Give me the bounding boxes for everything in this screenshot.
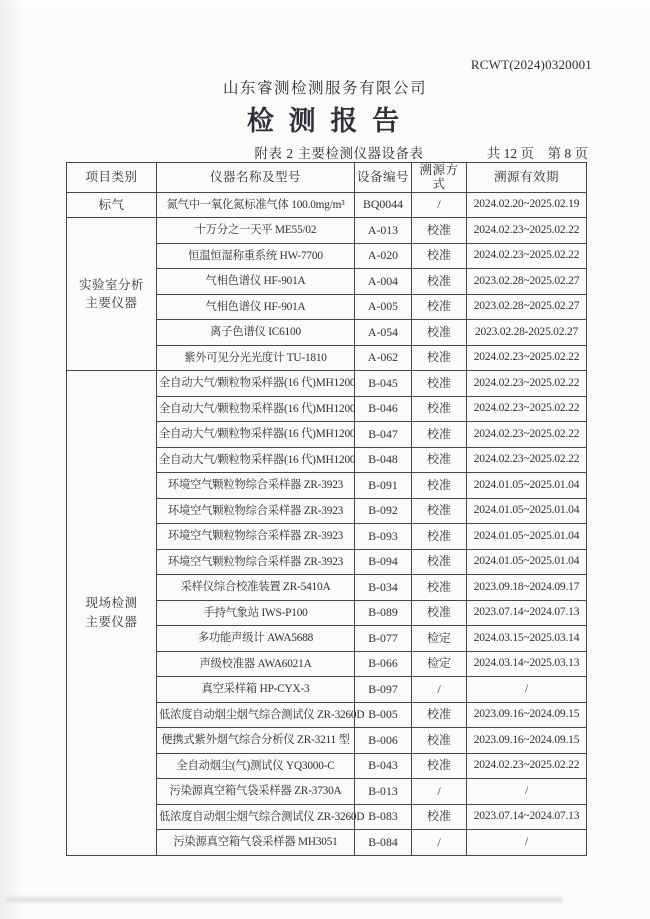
traceability-validity-cell: 2023.02.28~2025.02.27 <box>467 269 587 295</box>
equipment-code-cell: A-013 <box>355 218 412 244</box>
instrument-name-cell: 污染源真空箱气袋采样器 ZR-3730A <box>157 779 355 805</box>
traceability-method-cell: 校准 <box>412 243 467 269</box>
traceability-method-cell: 校准 <box>412 269 467 295</box>
traceability-validity-cell: 2024.02.23~2025.02.22 <box>467 447 587 473</box>
equipment-table <box>66 162 587 856</box>
traceability-method-cell: 校准 <box>412 728 467 754</box>
traceability-method-cell: / <box>412 830 467 856</box>
instrument-name-cell: 环境空气颗粒物综合采样器 ZR-3923 <box>157 524 355 550</box>
traceability-validity-cell: 2023.07.14~2024.07.13 <box>467 804 587 830</box>
subtitle-row <box>0 142 650 160</box>
instrument-name-cell: 气相色谱仪 HF-901A <box>157 294 355 320</box>
equipment-code-cell: B-089 <box>355 600 412 626</box>
traceability-validity-cell: 2024.03.14~2025.03.13 <box>467 651 587 677</box>
scan-edge-bottom <box>6 895 562 904</box>
traceability-validity-cell: 2024.01.05~2025.01.04 <box>467 549 587 575</box>
table-row <box>67 218 587 244</box>
traceability-method-cell: 校准 <box>412 320 467 346</box>
scan-edge-top <box>0 0 650 14</box>
traceability-validity-cell: 2024.02.23~2025.02.22 <box>467 753 587 779</box>
traceability-validity-cell: / <box>467 830 587 856</box>
traceability-method-cell: / <box>412 779 467 805</box>
traceability-validity-cell: 2024.02.23~2025.02.22 <box>467 218 587 244</box>
instrument-name-cell: 全自动大气/颗粒物采样器(16 代)MH1200 <box>157 396 355 422</box>
traceability-method-cell: 校准 <box>412 473 467 499</box>
category-line: 主要仪器 <box>85 615 138 629</box>
traceability-validity-cell: 2024.01.05~2025.01.04 <box>467 473 587 499</box>
header-category: 项目类别 <box>67 163 157 193</box>
traceability-validity-cell: 2023.09.16~2024.09.15 <box>467 728 587 754</box>
traceability-validity-cell: 2023.09.18~2024.09.17 <box>467 575 587 601</box>
equipment-code-cell: B-034 <box>355 575 412 601</box>
equipment-code-cell: B-005 <box>355 702 412 728</box>
instrument-name-cell: 多功能声级计 AWA5688 <box>157 626 355 652</box>
traceability-method-cell: 校准 <box>412 447 467 473</box>
instrument-name-cell: 环境空气颗粒物综合采样器 ZR-3923 <box>157 498 355 524</box>
equipment-code-cell: A-004 <box>355 269 412 295</box>
traceability-method-cell: 校准 <box>412 804 467 830</box>
traceability-validity-cell: 2024.02.23~2025.02.22 <box>467 422 587 448</box>
equipment-code-cell: B-091 <box>355 473 412 499</box>
instrument-name-cell: 环境空气颗粒物综合采样器 ZR-3923 <box>157 549 355 575</box>
traceability-method-cell: / <box>412 192 467 218</box>
equipment-code-cell: B-048 <box>355 447 412 473</box>
table-row <box>67 192 587 218</box>
equipment-code-cell: B-066 <box>355 651 412 677</box>
instrument-name-cell: 全自动烟尘(气)测试仪 YQ3000-C <box>157 753 355 779</box>
equipment-code-cell: A-020 <box>355 243 412 269</box>
instrument-name-cell: 气相色谱仪 HF-901A <box>157 269 355 295</box>
traceability-method-cell: 校准 <box>412 345 467 371</box>
category-line: 主要仪器 <box>85 296 138 311</box>
traceability-validity-cell: 2023.09.16~2024.09.15 <box>467 702 587 728</box>
traceability-method-cell: 校准 <box>412 371 467 397</box>
traceability-validity-cell: 2023.02.28~2025.02.27 <box>467 294 587 320</box>
instrument-name-cell: 氮气中一氧化氮标准气体 100.0mg/m³ <box>157 192 355 218</box>
traceability-validity-cell: 2024.02.20~2025.02.19 <box>467 192 587 218</box>
equipment-code-cell: B-083 <box>355 804 412 830</box>
traceability-validity-cell: 2024.02.23~2025.02.22 <box>467 396 587 422</box>
instrument-name-cell: 离子色谱仪 IC6100 <box>157 320 355 346</box>
equipment-code-cell: B-043 <box>355 753 412 779</box>
company-name: 山东睿测检测服务有限公司 <box>222 80 427 97</box>
equipment-code-cell: B-006 <box>355 728 412 754</box>
instrument-name-cell: 全自动大气/颗粒物采样器(16 代)MH1200 <box>157 422 355 448</box>
category-cell <box>67 218 157 371</box>
traceability-validity-cell: / <box>467 779 587 805</box>
category-cell <box>67 371 157 856</box>
traceability-validity-cell: 2023.02.28-2025.02.27 <box>467 320 587 346</box>
page-indicator: 共 12 页 第 8 页 <box>486 146 588 161</box>
instrument-name-cell: 恒温恒湿称重系统 HW-7700 <box>157 243 355 269</box>
equipment-code-cell: B-094 <box>355 549 412 575</box>
instrument-name-cell: 环境空气颗粒物综合采样器 ZR-3923 <box>157 473 355 499</box>
category-line: 标气 <box>98 197 125 212</box>
equipment-code-cell: BQ0044 <box>355 192 412 218</box>
equipment-code-cell: A-054 <box>355 320 412 346</box>
instrument-name-cell: 全自动大气/颗粒物采样器(16 代)MH1200 <box>157 371 355 397</box>
instrument-name-cell: 真空采样箱 HP-CYX-3 <box>157 677 355 703</box>
traceability-method-cell: 校准 <box>412 498 467 524</box>
category-line: 实验室分析 <box>78 277 144 292</box>
traceability-method-cell: 校准 <box>412 600 467 626</box>
table-caption: 附表 2 主要检测仪器设备表 <box>254 146 424 161</box>
traceability-method-cell: 校准 <box>412 294 467 320</box>
traceability-method-cell: 校准 <box>412 422 467 448</box>
instrument-name-cell: 采样仪综合校准装置 ZR-5410A <box>157 575 355 601</box>
instrument-name-cell: 十万分之一天平 ME55/02 <box>157 218 355 244</box>
equipment-code-cell: B-077 <box>355 626 412 652</box>
category-line: 现场检测 <box>85 596 138 611</box>
instrument-name-cell: 污染源真空箱气袋采样器 MH3051 <box>157 830 355 856</box>
traceability-validity-cell: / <box>467 677 587 703</box>
header-row <box>67 163 587 193</box>
equipment-code-cell: B-093 <box>355 524 412 550</box>
instrument-name-cell: 手持气象站 IWS-P100 <box>157 600 355 626</box>
traceability-method-cell: 校准 <box>412 753 467 779</box>
traceability-method-cell: 校准 <box>412 575 467 601</box>
equipment-code-cell: A-005 <box>355 294 412 320</box>
traceability-validity-cell: 2024.01.05~2025.01.04 <box>467 498 587 524</box>
header-equipment-code: 设备编号 <box>355 163 412 193</box>
traceability-validity-cell: 2024.01.05~2025.01.04 <box>467 524 587 550</box>
equipment-table-header <box>67 163 587 193</box>
instrument-name-cell: 全自动大气/颗粒物采样器(16 代)MH1200 <box>157 447 355 473</box>
instrument-name-cell: 便携式紫外烟气综合分析仪 ZR-3211 型 <box>157 728 355 754</box>
traceability-method-cell: 校准 <box>412 218 467 244</box>
report-number: RCWT(2024)0320001 <box>470 57 592 72</box>
instrument-name-cell: 紫外可见分光光度计 TU-1810 <box>157 345 355 371</box>
document-title: 检 测 报 告 <box>246 106 404 136</box>
traceability-method-cell: 检定 <box>412 651 467 677</box>
instrument-name-cell: 低浓度自动烟尘烟气综合测试仪 ZR-3260D <box>157 804 355 830</box>
header-instrument-name: 仪器名称及型号 <box>157 163 355 193</box>
equipment-code-cell: B-097 <box>355 677 412 703</box>
traceability-validity-cell: 2024.02.23~2025.02.22 <box>467 243 587 269</box>
equipment-code-cell: B-047 <box>355 422 412 448</box>
header-traceability-validity: 溯源有效期 <box>467 163 587 193</box>
traceability-method-cell: 校准 <box>412 396 467 422</box>
traceability-validity-cell: 2024.03.15~2025.03.14 <box>467 626 587 652</box>
traceability-method-cell: 校准 <box>412 524 467 550</box>
traceability-validity-cell: 2023.07.14~2024.07.13 <box>467 600 587 626</box>
equipment-code-cell: B-046 <box>355 396 412 422</box>
equipment-table-body <box>67 192 587 855</box>
traceability-method-cell: / <box>412 677 467 703</box>
traceability-method-cell: 校准 <box>412 549 467 575</box>
equipment-code-cell: B-084 <box>355 830 412 856</box>
traceability-method-cell: 检定 <box>412 626 467 652</box>
category-cell <box>67 192 157 218</box>
instrument-name-cell: 低浓度自动烟尘烟气综合测试仪 ZR-3260D <box>157 702 355 728</box>
traceability-validity-cell: 2024.02.23~2025.02.22 <box>467 345 587 371</box>
traceability-validity-cell: 2024.02.23~2025.02.22 <box>467 371 587 397</box>
equipment-code-cell: B-092 <box>355 498 412 524</box>
equipment-code-cell: B-013 <box>355 779 412 805</box>
instrument-name-cell: 声级校准器 AWA6021A <box>157 651 355 677</box>
header-traceability-method: 溯源方式 <box>412 163 467 193</box>
equipment-code-cell: A-062 <box>355 345 412 371</box>
table-row <box>67 371 587 397</box>
equipment-code-cell: B-045 <box>355 371 412 397</box>
traceability-method-cell: 校准 <box>412 702 467 728</box>
